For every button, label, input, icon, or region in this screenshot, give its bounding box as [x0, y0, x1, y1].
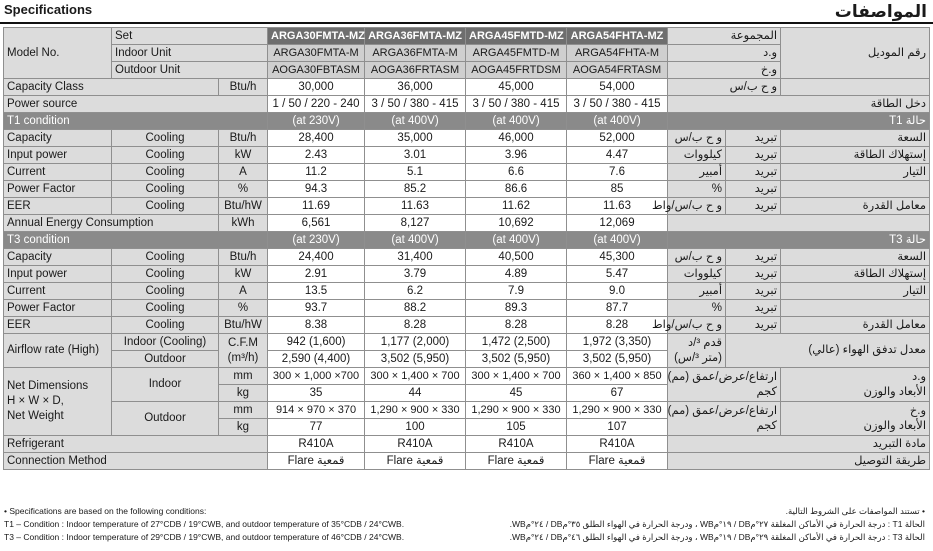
t1-row-label-ar: السعة	[781, 130, 930, 147]
power-source-value: 3 / 50 / 380 - 415	[466, 96, 567, 113]
dims-unit: mm	[219, 402, 268, 419]
airflow-indoor-row	[4, 334, 930, 351]
t3-row-mode: Cooling	[112, 266, 219, 283]
t3-row-label-ar	[781, 300, 930, 317]
outdoor-model: AOGA45FRTDSM	[466, 62, 567, 79]
t1-value: 11.63	[365, 198, 466, 215]
dims-outdoor-row	[4, 402, 930, 419]
header-outdoor-label: Outdoor Unit	[112, 62, 268, 79]
dims-indoor-unit-ar: ارتفاع/عرض/عمق (مم) كجم	[668, 368, 781, 402]
t1-row-label: Power Factor	[4, 181, 112, 198]
t3-row-mode: Cooling	[112, 283, 219, 300]
t1-value: 86.6	[466, 181, 567, 198]
weight-value: 107	[567, 419, 668, 436]
dims-value: 300 × 1,000 ×700	[268, 368, 365, 385]
t3-value: 45,300	[567, 249, 668, 266]
weight-value: 44	[365, 385, 466, 402]
t3-row-unit: kW	[219, 266, 268, 283]
t3-row-label-ar: التيار	[781, 283, 930, 300]
capacity-class-value: 30,000	[268, 79, 365, 96]
dims-unit: mm	[219, 368, 268, 385]
connection-row	[4, 453, 930, 470]
t1-value: 7.6	[567, 164, 668, 181]
t1-row-label-ar: إستهلاك الطاقة	[781, 147, 930, 164]
t3-value: 2.91	[268, 266, 365, 283]
t1-value: 6.6	[466, 164, 567, 181]
model-label: Model No.	[4, 28, 112, 79]
refrigerant-value: R410A	[268, 436, 365, 453]
weight-value: 105	[466, 419, 567, 436]
indoor-model: ARGA45FMTD-M	[466, 45, 567, 62]
power-source-value: 3 / 50 / 380 - 415	[365, 96, 466, 113]
footnotes-en	[4, 505, 404, 544]
t3-value: 8.28	[365, 317, 466, 334]
indoor-model: ARGA30FMTA-M	[268, 45, 365, 62]
t3-cond: (at 400V)	[466, 232, 567, 249]
power-source-label: Power source	[4, 96, 268, 113]
refrigerant-value: R410A	[365, 436, 466, 453]
airflow-unit: C.F.M (m³/h)	[219, 334, 268, 368]
weight-value: 45	[466, 385, 567, 402]
footnote-line: T1 – Condition : Indoor temperature of 27°CDB / 19°CWB, and outdoor temperature of 35°CDB / 24°CWB.	[4, 519, 405, 529]
t1-value: 85.2	[365, 181, 466, 198]
t1-value: 11.69	[268, 198, 365, 215]
t1-row-mode-ar: تبريد	[726, 164, 781, 181]
t1-row-unit: Btu/h	[219, 130, 268, 147]
capacity-class-value: 45,000	[466, 79, 567, 96]
t3-cond: (at 400V)	[365, 232, 466, 249]
t3-row-label: Power Factor	[4, 300, 112, 317]
t3-label: T3 condition	[4, 232, 268, 249]
weight-value: 100	[365, 419, 466, 436]
t3-row-label: Input power	[4, 266, 112, 283]
set-model: ARGA30FMTA-MZ	[268, 28, 365, 45]
annual-value: 8,127	[365, 215, 466, 232]
t1-row-unit: kW	[219, 147, 268, 164]
annual-unit: kWh	[219, 215, 268, 232]
t3-eer-row	[4, 317, 930, 334]
t1-label: T1 condition	[4, 113, 268, 130]
t1-row-mode-ar: تبريد	[726, 130, 781, 147]
t3-row-label: Current	[4, 283, 112, 300]
footnote-line-ar: الحالة T3 : درجة الحرارة في الأماكن المغلقة ٢٩°مDB / ١٩°مWB ، ودرجة الحرارة في الهواء الطلق ٤٦°مDB / ٢٤°مWB.	[509, 532, 925, 542]
t3-row-mode: Cooling	[112, 300, 219, 317]
t3-row-label-ar: إستهلاك الطاقة	[781, 266, 930, 283]
power-source-row	[4, 96, 930, 113]
t3-cond: (at 230V)	[268, 232, 365, 249]
capacity-class-value: 54,000	[567, 79, 668, 96]
dims-indoor-label: Indoor	[112, 368, 219, 402]
header-outdoor-label-ar: و.خ	[668, 62, 781, 79]
t1-row-unit-ar: و ح ب/س/واط	[668, 198, 726, 215]
t3-row-unit-ar: %	[668, 300, 726, 317]
set-model: ARGA45FMTD-MZ	[466, 28, 567, 45]
power-source-value: 3 / 50 / 380 - 415	[567, 96, 668, 113]
annual-value: 6,561	[268, 215, 365, 232]
airflow-value: 1,972 (3,350)	[567, 334, 668, 351]
t3-row-mode: Cooling	[112, 317, 219, 334]
capacity-class-label: Capacity Class	[4, 79, 219, 96]
capacity-class-unit-ar: و ح ب/س	[668, 79, 781, 96]
t1-row-label-ar: معامل القدرة	[781, 198, 930, 215]
outdoor-model: AOGA36FRTASM	[365, 62, 466, 79]
dims-label: Net Dimensions H × W × D, Net Weight	[4, 368, 112, 436]
t3-input-power-row	[4, 266, 930, 283]
t1-row-mode: Cooling	[112, 130, 219, 147]
dims-outdoor-label: Outdoor	[112, 402, 219, 436]
t1-value: 11.2	[268, 164, 365, 181]
t3-row-label: Capacity	[4, 249, 112, 266]
airflow-value: 3,502 (5,950)	[365, 351, 466, 368]
t1-cond: (at 400V)	[466, 113, 567, 130]
t3-value: 87.7	[567, 300, 668, 317]
t3-row-mode-ar: تبريد	[726, 300, 781, 317]
capacity-class-label-ar	[781, 79, 930, 96]
t1-value: 3.01	[365, 147, 466, 164]
airflow-value: 1,472 (2,500)	[466, 334, 567, 351]
t1-value: 3.96	[466, 147, 567, 164]
refrigerant-label: Refrigerant	[4, 436, 268, 453]
t1-capacity-row	[4, 130, 930, 147]
spec-table	[3, 27, 930, 470]
weight-unit: kg	[219, 385, 268, 402]
t3-value: 24,400	[268, 249, 365, 266]
t1-value: 46,000	[466, 130, 567, 147]
indoor-model: ARGA54FHTA-M	[567, 45, 668, 62]
t1-row-mode-ar: تبريد	[726, 198, 781, 215]
t1-row-label: EER	[4, 198, 112, 215]
power-source-value: 1 / 50 / 220 - 240	[268, 96, 365, 113]
t3-value: 7.9	[466, 283, 567, 300]
t3-band	[4, 232, 930, 249]
airflow-label: Airflow rate (High)	[4, 334, 112, 368]
t1-row-mode-ar: تبريد	[726, 147, 781, 164]
t1-row-unit: A	[219, 164, 268, 181]
weight-value: 77	[268, 419, 365, 436]
t3-row-mode-ar: تبريد	[726, 266, 781, 283]
t1-row-mode: Cooling	[112, 181, 219, 198]
t1-value: 2.43	[268, 147, 365, 164]
refrigerant-row	[4, 436, 930, 453]
t3-value: 9.0	[567, 283, 668, 300]
footnote-line: • Specifications are based on the following conditions:	[4, 506, 207, 516]
t1-row-mode: Cooling	[112, 198, 219, 215]
footnote-line-ar: • تستند المواصفات على الشروط التالية.	[785, 506, 925, 516]
dims-outdoor-unit-ar: ارتفاع/عرض/عمق (مم) كجم	[668, 402, 781, 436]
connection-value: Flare قمعية	[567, 453, 668, 470]
t3-value: 89.3	[466, 300, 567, 317]
dims-value: 914 × 970 × 370	[268, 402, 365, 419]
connection-value: Flare قمعية	[268, 453, 365, 470]
annual-label-ar	[668, 215, 930, 232]
t1-value: 28,400	[268, 130, 365, 147]
t3-cond: (at 400V)	[567, 232, 668, 249]
footnote-line: T3 – Condition : Indoor temperature of 29°CDB / 19°CWB, and outdoor temperature of 46°CDB / 24°CWB.	[4, 532, 405, 542]
header-indoor-label: Indoor Unit	[112, 45, 268, 62]
dims-indoor-row	[4, 368, 930, 385]
connection-label-ar: طريقة التوصيل	[668, 453, 930, 470]
t1-value: 52,000	[567, 130, 668, 147]
t3-value: 31,400	[365, 249, 466, 266]
t1-row-unit-ar: %	[668, 181, 726, 198]
t3-current-row	[4, 283, 930, 300]
airflow-value: 3,502 (5,950)	[567, 351, 668, 368]
t3-value: 8.28	[466, 317, 567, 334]
t1-power-factor-row	[4, 181, 930, 198]
t3-value: 8.28	[567, 317, 668, 334]
t3-row-unit: Btu/h	[219, 249, 268, 266]
weight-unit: kg	[219, 419, 268, 436]
t3-row-unit-ar: و ح ب/س	[668, 249, 726, 266]
annual-value: 12,069	[567, 215, 668, 232]
airflow-value: 1,177 (2,000)	[365, 334, 466, 351]
header-set-label-ar: المجموعة	[668, 28, 781, 45]
t1-row-label: Capacity	[4, 130, 112, 147]
t3-row-label-ar: معامل القدرة	[781, 317, 930, 334]
connection-label: Connection Method	[4, 453, 268, 470]
t1-value: 85	[567, 181, 668, 198]
airflow-label-ar: معدل تدفق الهواء (عالي)	[726, 334, 930, 368]
t1-row-mode: Cooling	[112, 164, 219, 181]
t1-value: 35,000	[365, 130, 466, 147]
t1-row-label-ar: التيار	[781, 164, 930, 181]
t1-cond: (at 400V)	[365, 113, 466, 130]
t1-row-mode: Cooling	[112, 147, 219, 164]
capacity-class-row	[4, 79, 930, 96]
dims-indoor-label-ar: و.د الأبعاد والوزن	[781, 368, 930, 402]
t3-row-label: EER	[4, 317, 112, 334]
t3-row-mode-ar: تبريد	[726, 249, 781, 266]
capacity-class-unit: Btu/h	[219, 79, 268, 96]
t3-power-factor-row	[4, 300, 930, 317]
t3-row-unit: A	[219, 283, 268, 300]
t1-row-label: Input power	[4, 147, 112, 164]
t3-value: 6.2	[365, 283, 466, 300]
annual-value: 10,692	[466, 215, 567, 232]
t1-value: 11.63	[567, 198, 668, 215]
t1-value: 5.1	[365, 164, 466, 181]
t3-row-unit: Btu/hW	[219, 317, 268, 334]
t1-value: 4.47	[567, 147, 668, 164]
airflow-value: 2,590 (4,400)	[268, 351, 365, 368]
weight-value: 35	[268, 385, 365, 402]
t3-value: 5.47	[567, 266, 668, 283]
t3-capacity-row	[4, 249, 930, 266]
set-model: ARGA54FHTA-MZ	[567, 28, 668, 45]
t1-row-unit: Btu/hW	[219, 198, 268, 215]
t3-value: 8.38	[268, 317, 365, 334]
t3-row-mode-ar: تبريد	[726, 283, 781, 300]
dims-value: 1,290 × 900 × 330	[466, 402, 567, 419]
airflow-indoor-mode: Indoor (Cooling)	[112, 334, 219, 351]
t3-row-mode-ar: تبريد	[726, 317, 781, 334]
t3-value: 3.79	[365, 266, 466, 283]
dims-value: 300 × 1,400 × 700	[466, 368, 567, 385]
dims-value: 1,290 × 900 × 330	[365, 402, 466, 419]
t3-row-unit-ar: أمبير	[668, 283, 726, 300]
dims-value: 360 × 1,400 × 850	[567, 368, 668, 385]
outdoor-model: AOGA54FRTASM	[567, 62, 668, 79]
t1-cond: (at 230V)	[268, 113, 365, 130]
t1-value: 94.3	[268, 181, 365, 198]
title-divider	[0, 22, 933, 24]
t3-row-unit-ar: كيلووات	[668, 266, 726, 283]
t3-label-ar: حالة T3	[668, 232, 930, 249]
airflow-outdoor-mode: Outdoor	[112, 351, 219, 368]
t3-row-mode: Cooling	[112, 249, 219, 266]
t3-value: 93.7	[268, 300, 365, 317]
t1-band	[4, 113, 930, 130]
dims-value: 1,290 × 900 × 330	[567, 402, 668, 419]
t1-row-label-ar	[781, 181, 930, 198]
t3-value: 40,500	[466, 249, 567, 266]
weight-value: 67	[567, 385, 668, 402]
dims-outdoor-label-ar: و.خ الأبعاد والوزن	[781, 402, 930, 436]
t3-value: 13.5	[268, 283, 365, 300]
t1-row-unit-ar: كيلووات	[668, 147, 726, 164]
t1-row-unit: %	[219, 181, 268, 198]
footnote-line-ar: الحالة T1 : درجة الحرارة في الأماكن المغلقة ٢٧°مDB / ١٩°مWB ، ودرجة الحرارة في الهواء الطلق ٣٥°مDB / ٢٤°مWB.	[509, 519, 925, 529]
t3-row-unit-ar: و ح ب/س/واط	[668, 317, 726, 334]
t3-value: 4.89	[466, 266, 567, 283]
airflow-value: 3,502 (5,950)	[466, 351, 567, 368]
annual-energy-row	[4, 215, 930, 232]
t1-input-power-row	[4, 147, 930, 164]
title-en: Specifications	[4, 2, 93, 17]
t1-row-unit-ar: و ح ب/س	[668, 130, 726, 147]
header-row-set	[4, 28, 930, 45]
outdoor-model: AOGA30FBTASM	[268, 62, 365, 79]
t1-cond: (at 400V)	[567, 113, 668, 130]
t1-label-ar: حالة T1	[668, 113, 930, 130]
refrigerant-value: R410A	[466, 436, 567, 453]
refrigerant-value: R410A	[567, 436, 668, 453]
t3-value: 88.2	[365, 300, 466, 317]
t1-row-unit-ar: أمبير	[668, 164, 726, 181]
connection-value: Flare قمعية	[365, 453, 466, 470]
footnotes-ar	[510, 505, 925, 544]
title-ar: المواصفات	[834, 2, 927, 21]
t1-row-mode-ar: تبريد	[726, 181, 781, 198]
set-model: ARGA36FMTA-MZ	[365, 28, 466, 45]
connection-value: Flare قمعية	[466, 453, 567, 470]
t1-eer-row	[4, 198, 930, 215]
power-source-label-ar: دخل الطاقة	[668, 96, 930, 113]
capacity-class-value: 36,000	[365, 79, 466, 96]
t1-current-row	[4, 164, 930, 181]
header-indoor-label-ar: و.د	[668, 45, 781, 62]
indoor-model: ARGA36FMTA-M	[365, 45, 466, 62]
t1-value: 11.62	[466, 198, 567, 215]
t1-row-label: Current	[4, 164, 112, 181]
t3-row-unit: %	[219, 300, 268, 317]
t3-row-label-ar: السعة	[781, 249, 930, 266]
airflow-value: 942 (1,600)	[268, 334, 365, 351]
model-label-ar: رقم الموديل	[781, 28, 930, 79]
annual-label: Annual Energy Consumption	[4, 215, 219, 232]
airflow-unit-ar: قدم ³/د (متر ³/س)	[668, 334, 726, 368]
dims-value: 300 × 1,400 × 700	[365, 368, 466, 385]
header-set-label: Set	[112, 28, 268, 45]
refrigerant-label-ar: مادة التبريد	[668, 436, 930, 453]
